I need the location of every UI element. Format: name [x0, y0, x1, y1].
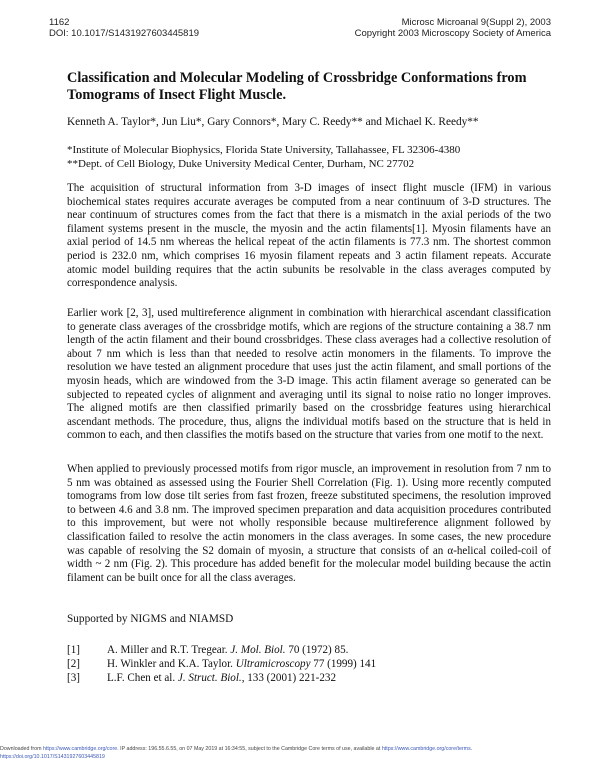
reference-details: 77 (1999) 141 [313, 658, 377, 670]
page-number: 1162 [49, 17, 70, 28]
doi-link[interactable]: https://doi.org/10.1017/S1431927603445819 [0, 754, 105, 760]
reference-journal: J. Mol. Biol. [230, 644, 286, 656]
paper-title: Classification and Molecular Modeling of Crossbridge Conformations from Tomograms of Insect Flight Muscle. [67, 70, 527, 103]
funding-statement: Supported by NIGMS and NIAMSD [67, 613, 234, 625]
download-notice [0, 745, 600, 753]
terms-link[interactable]: https://www.cambridge.org/core/terms [381, 746, 471, 752]
reference-authors: H. Winkler and K.A. Taylor. [107, 658, 233, 670]
core-link[interactable]: https://www.cambridge.org/core [43, 746, 118, 752]
reference-authors: A. Miller and R.T. Tregear. [107, 644, 228, 656]
page-header-right [355, 17, 551, 39]
affiliations [67, 143, 460, 171]
reference-number: [3] [67, 672, 80, 684]
reference-authors: L.F. Chen et al. [107, 672, 176, 684]
reference-journal: Ultramicroscopy [235, 658, 311, 670]
body-paragraph-2: Earlier work [2, 3], used multireference alignment in combination with hierarchical ascendant classification to generate class averages of the crossbridge motifs, which are regions of the structure containing a 38.7 nm length of the actin filament and their bound crossbridges. These class averages had a collective resolution of about 7 nm which is less than that needed to resolve actin monomers in the filaments. To improve the resolution we have tested an alignment procedure that uses just the actin filament, and small portions of the myosin heads, which are windowed from the 3-D image. This actin filament average so generated can be subjected to repeated cycles of alignment and averaging until its signal to noise ratio no longer improves. The aligned motifs are then classified primarily based on the crossbridge features using hierarchical ascendant methods. The procedure, thus, aligns the individual motifs based on the structure that is held in common to each, and then classifies the motifs based on the structure that varies from one motif to the next. [67, 307, 551, 442]
affiliation-1: *Institute of Molecular Biophysics, Florida State University, Tallahassee, FL 32306-4380 [67, 144, 461, 156]
period: . [470, 746, 473, 752]
download-footer [0, 745, 600, 761]
reference-details: 70 (1972) 85. [288, 644, 349, 656]
body-paragraph-3: When applied to previously processed motifs from rigor muscle, an improvement in resolution from 7 nm to 5 nm was obtained as assessed using the Fourier Shell Correlation (Fig. 1). Using more recently computed tomograms from low dose tilt series from fast frozen, freeze substituted specimens, the resolution improved to between 4.6 and 3.8 nm. The improved specimen preparation and data acquisition procedures contributed to this improvement, but were not wholly responsible because multireference alignment followed by classification failed to resolve the actin monomers in the class averages. In some cases, the new procedure was capable of resolving the S2 domain of myosin, a structure that consists of an α-helical coiled-coil of width ~ 2 nm (Fig. 2). This procedure has added benefit for the molecular model building because the actin filament can be built once for all the class averages. [67, 463, 551, 584]
copyright: Copyright 2003 Microscopy Society of America [354, 28, 551, 39]
downloaded-from-label: Downloaded from [0, 746, 42, 752]
affiliation-2: **Dept. of Cell Biology, Duke University Medical Center, Durham, NC 27702 [67, 158, 415, 170]
reference-number: [1] [67, 644, 80, 656]
doi: DOI: 10.1017/S1431927603445819 [49, 28, 200, 39]
reference-details: , 133 (2001) 221-232 [241, 672, 336, 684]
reference-item [67, 657, 376, 671]
reference-item [67, 643, 376, 657]
reference-list [67, 643, 376, 685]
reference-journal: J. Struct. Biol. [177, 672, 242, 684]
reference-item [67, 671, 376, 685]
reference-number: [2] [67, 658, 80, 670]
ip-notice: . IP address: 196.55.6.55, on 07 May 2019 at 16:34:55, subject to the Cambridge Core terms of use, available at [117, 746, 381, 752]
body-paragraph-1: The acquisition of structural information from 3-D images of insect flight muscle (IFM) in various biochemical states requires accurate averages be computed from a near continuum of 3-D structures. The near continuum of structures comes from the fact that there is a mismatch in the axial periods of the two filament systems present in the muscle, the myosin and the actin filaments[1]. Myosin filaments have an axial period of 14.5 nm whereas the helical repeat of the actin filaments is 77.3 nm. The shortest common period is 232.0 nm, which comprises 16 myosin filament repeats and 3 actin filament repeats. Accurate atomic model building requires that the actin subunits be resolvable in the class averages computed by correspondence analysis. [67, 182, 551, 290]
page-header-left [49, 17, 199, 39]
author-list: Kenneth A. Taylor*, Jun Liu*, Gary Connors*, Mary C. Reedy** and Michael K. Reedy** [67, 116, 479, 128]
journal-citation: Microsc Microanal 9(Suppl 2), 2003 [401, 17, 551, 28]
